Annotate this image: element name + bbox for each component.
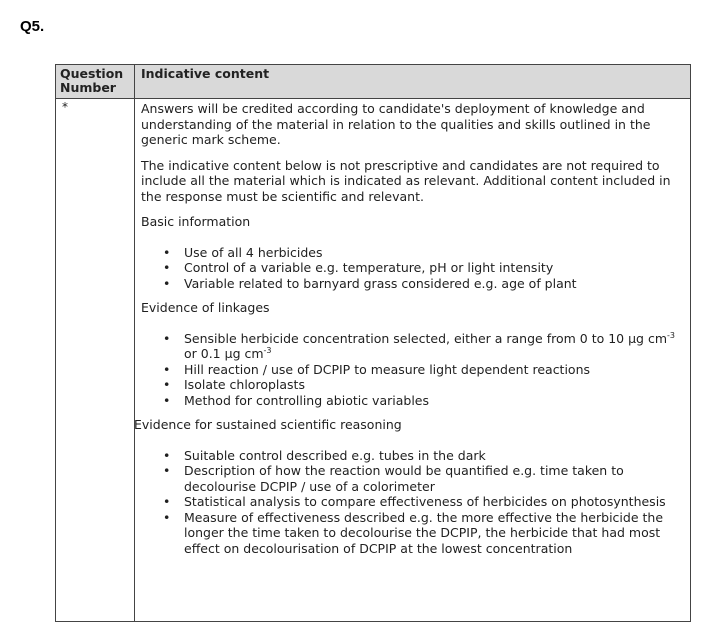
bullet-icon: • [163,509,171,525]
list-item [141,393,686,409]
header-question-number: Question Number [60,66,124,95]
list-item-text: Measure of effectiveness described e.g. the more effective the herbicide the longer the time taken to decolourise the DCPIP, the herbicide that had most effect on decolourisation of DCPIP at the lowest concentration [184,509,664,556]
bullet-icon: • [163,275,171,291]
indicative-content-cell [134,101,686,565]
list-item [141,448,686,464]
list-item [141,331,686,362]
list-item-text: Isolate chloroplasts [184,377,305,392]
list-item-text: Sensible herbicide concentration selected, either a range from 0 to 10 µg cm [184,330,668,346]
bullet-icon: • [163,494,171,509]
bullet-icon: • [163,377,171,392]
sustained-reasoning-list [141,448,686,557]
basic-information-list [141,245,686,292]
superscript: -3 [667,330,675,340]
section-heading-basic-information: Basic information [141,214,251,229]
superscript: -3 [263,346,272,355]
list-item [141,276,686,292]
list-item [141,494,686,510]
header-indicative-content: Indicative content [141,66,270,81]
bullet-icon: • [163,447,171,463]
bullet-icon: • [163,463,171,478]
section-heading-evidence-of-linkages: Evidence of linkages [141,300,270,315]
intro-paragraph: Answers will be credited according to candidate's deployment of knowledge and understanding of the material in relation to the qualities and skills outlined in the generic mark scheme. [141,101,651,147]
bullet-icon: • [163,260,171,275]
list-item [141,260,686,276]
bullet-icon: • [163,392,171,408]
bullet-icon: • [163,361,171,377]
list-item [141,463,686,494]
list-item-text: Statistical analysis to compare effectiveness of herbicides on photosynthesis [184,494,666,509]
list-item-text: Suitable control described e.g. tubes in the dark [184,447,486,463]
list-item-text: Variable related to barnyard grass considered e.g. age of plant [184,275,577,291]
question-marker: * [62,100,68,114]
list-item-text: Method for controlling abiotic variables [184,392,429,408]
mark-scheme-table [55,64,691,622]
guidance-paragraph: The indicative content below is not prescriptive and candidates are not required to include all the material which is indicated as relevant. Additional content included in the response must be scientific and relevant. [141,157,671,204]
list-item-text: Hill reaction / use of DCPIP to measure light dependent reactions [184,361,591,377]
bullet-icon: • [163,330,171,346]
list-item [141,362,686,378]
list-item [141,377,686,393]
list-item [141,510,686,557]
bullet-icon: • [163,244,171,260]
list-item-text: Use of all 4 herbicides [184,244,323,260]
list-item-text: Control of a variable e.g. temperature, pH or light intensity [184,260,554,275]
section-heading-sustained-reasoning: Evidence for sustained scientific reasoning [134,417,402,432]
evidence-of-linkages-list [141,331,686,409]
list-item-text: Description of how the reaction would be quantified e.g. time taken to decolourise DCPIP / use of a colorimeter [184,463,624,494]
list-item-text: or 0.1 µg cm [184,346,264,361]
question-label: Q5. [20,18,45,35]
column-divider [134,65,135,621]
list-item [141,245,686,261]
